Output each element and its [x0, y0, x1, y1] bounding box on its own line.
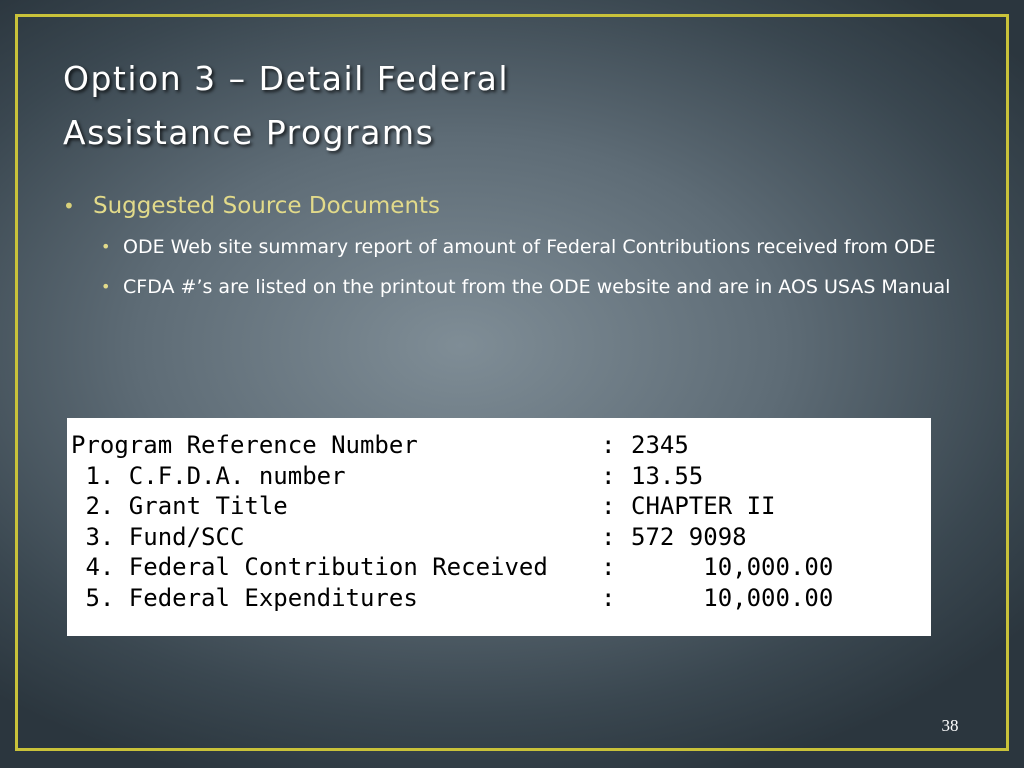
sub-bullet-ode-report	[101, 230, 963, 264]
report-row	[71, 552, 931, 583]
report-row-label: 2. Grant Title	[71, 492, 288, 521]
report-row-colon: :	[601, 553, 616, 582]
report-row-value: 572 9098	[631, 522, 747, 551]
bullet-text: Suggested Source Documents	[93, 193, 441, 219]
report-row-value: 13.55	[631, 461, 704, 490]
report-row	[71, 491, 931, 522]
report-row-colon: :	[601, 583, 616, 612]
report-row	[71, 430, 931, 461]
report-row-value: 2345	[631, 431, 689, 459]
sub-bullet-dot-icon: •	[101, 237, 111, 256]
report-row-label: 1. C.F.D.A. number	[71, 461, 346, 490]
slide-title-line-1: Option 3 – Detail Federal	[63, 59, 509, 98]
sub-bullet-text: CFDA #’s are listed on the printout from the ODE website and are in AOS USAS Manual	[123, 276, 951, 298]
sub-bullet-cfda	[101, 270, 963, 304]
report-screenshot	[67, 418, 931, 636]
report-row-value: 10,000.00	[631, 583, 834, 612]
bullet-item-source-documents	[63, 190, 963, 224]
report-row-value: CHAPTER II	[631, 492, 776, 521]
report-row-label: 3. Fund/SCC	[71, 522, 245, 551]
report-row-colon: :	[601, 492, 616, 521]
report-row-label: Program Reference Number	[71, 431, 418, 459]
report-row-label: 4. Federal Contribution Received	[71, 553, 548, 582]
slide-title	[63, 52, 763, 160]
bullet-dot-icon: •	[63, 194, 75, 218]
report-row-label: 5. Federal Expenditures	[71, 583, 418, 612]
page-number: 38	[941, 716, 959, 735]
report-row-colon: :	[601, 522, 616, 551]
bullet-list	[63, 190, 963, 304]
report-row	[71, 583, 931, 614]
report-row-colon: :	[601, 461, 616, 490]
sub-bullet-text: ODE Web site summary report of amount of Federal Contributions received from ODE	[123, 236, 936, 258]
report-row	[71, 461, 931, 492]
report-row-value: 10,000.00	[631, 553, 834, 582]
report-row-colon: :	[601, 431, 616, 459]
slide-title-line-2: Assistance Programs	[63, 113, 435, 152]
report-row	[71, 522, 931, 553]
sub-bullet-dot-icon: •	[101, 277, 111, 296]
